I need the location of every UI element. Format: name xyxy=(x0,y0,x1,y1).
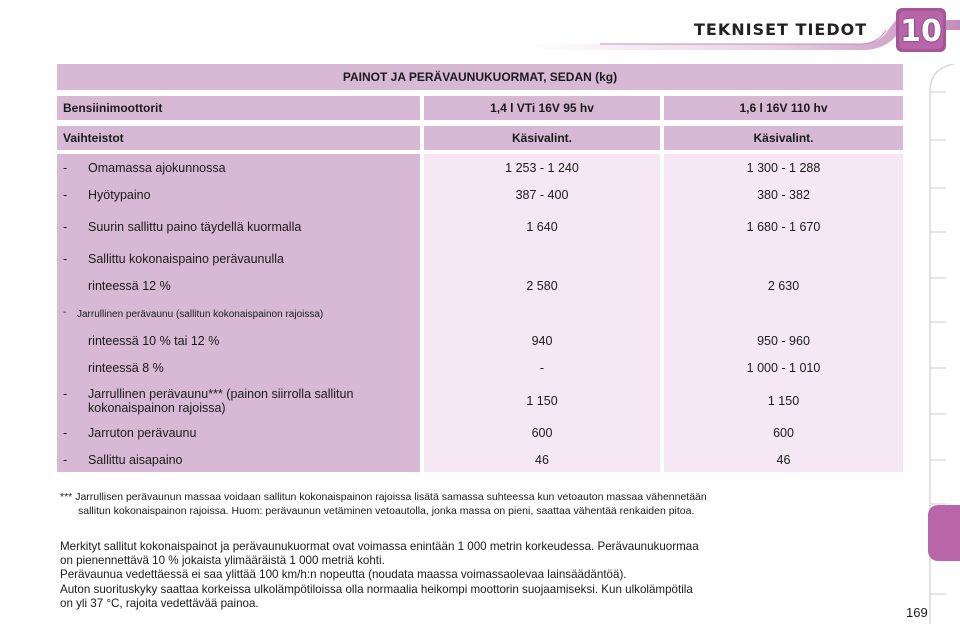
footnote-line-2: sallitun kokonaispainon rajoissa. Huom: perävaunun vetäminen vetoautolla, jonka massa on pieni, saattaa vähentää renkaiden pitoa. xyxy=(78,505,695,517)
row-value-2: 1 300 - 1 288 xyxy=(746,161,821,175)
row-label: Sallittu kokonaispaino perävaunulla xyxy=(88,252,284,266)
table-title: PAINOT JA PERÄVAUNUKUORMAT, SEDAN (kg) xyxy=(57,64,903,90)
row-bullet: - xyxy=(63,453,68,467)
page-number: 169 xyxy=(906,605,928,620)
chapter-number: 10 xyxy=(900,14,942,49)
row-value-2: 950 - 960 xyxy=(757,334,810,348)
row-value-1: 1 150 xyxy=(526,394,558,408)
engine-col3: 1,6 l 16V 110 hv xyxy=(664,96,903,120)
row-value-1: 46 xyxy=(535,453,549,467)
section-title: TEKNISET TIEDOT xyxy=(694,20,868,39)
row-value-2: 46 xyxy=(776,453,791,467)
row-label: Suurin sallittu paino täydellä kuormalla xyxy=(88,220,302,234)
gearbox-label: Vaihteistot xyxy=(57,126,420,150)
row-label: Jarruton perävaunu xyxy=(88,426,197,440)
engine-col2: 1,4 l VTi 16V 95 hv xyxy=(424,96,660,120)
chapter-badge xyxy=(896,10,946,56)
row-bullet: - xyxy=(63,220,68,234)
row-value-1: 600 xyxy=(531,426,553,440)
row-value-1: 940 xyxy=(531,334,553,348)
row-value-1: 2 580 xyxy=(526,279,558,293)
row-bullet: - xyxy=(63,307,67,318)
row-value-1: 1 253 - 1 240 xyxy=(505,161,579,175)
row-label: Hyötypaino xyxy=(88,188,151,202)
row-bullet: - xyxy=(63,161,68,175)
row-label: Jarrullinen perävaunu (sallitun kokonaispainon rajoissa) xyxy=(77,309,324,320)
paragraph-line: on pienennettävä 10 % jokaista ylimääräistä 1 000 metriä kohti. xyxy=(60,554,385,568)
row-value-2: 2 630 xyxy=(767,279,800,293)
row-bullet: - xyxy=(63,188,68,202)
row-bullet: - xyxy=(63,387,68,401)
notes-paragraph xyxy=(60,540,910,611)
row-label: rinteessä 8 % xyxy=(88,361,164,375)
row-value-2: 380 - 382 xyxy=(757,188,810,202)
gearbox-row xyxy=(57,126,903,150)
paragraph-line: Merkityt sallitut kokonaispainot ja perävaunukuormat ovat voimassa enintään 1 000 metrin korkeudessa. Perävaunukuormaa xyxy=(60,540,699,553)
row-value-2: 1 000 - 1 010 xyxy=(746,361,821,375)
row-value-2: 600 xyxy=(773,426,794,440)
table-title-row xyxy=(57,64,903,90)
row-label: Sallittu aisapaino xyxy=(88,453,183,467)
gearbox-col2: Käsivalint. xyxy=(424,126,660,150)
row-label: Omamassa ajokunnossa xyxy=(88,161,226,175)
footnote-line-1: Jarrullisen perävaunun massaa voidaan sallitun kokonaispainon rajoissa lisätä samassa suhteessa kun vetoauton massaa vähennetään xyxy=(75,491,707,503)
row-value-1: 387 - 400 xyxy=(515,188,569,202)
row-label-continuation: kokonaispainon rajoissa) xyxy=(88,401,226,415)
footnote xyxy=(60,490,910,518)
row-value-2: 1 150 xyxy=(767,394,800,408)
active-chapter-tab[interactable] xyxy=(928,505,960,561)
row-label: rinteessä 12 % xyxy=(88,279,171,293)
row-bullet: - xyxy=(63,252,68,266)
page-header xyxy=(0,0,960,58)
row-value-1: 1 640 xyxy=(526,220,558,234)
gearbox-col3: Käsivalint. xyxy=(664,126,903,150)
paragraph-line: Perävaunua vedettäessä ei saa ylittää 100 km/h:n nopeutta (noudata maassa voimassaolevaa lainsäädäntöä). xyxy=(60,568,627,582)
row-value-2: 1 680 - 1 670 xyxy=(746,220,821,234)
row-value-1: - xyxy=(539,361,545,375)
paragraph-line: on yli 37 °C, rajoita vedettävää painoa. xyxy=(60,596,259,610)
row-label: Jarrullinen perävaunu*** (painon siirrolla sallitun xyxy=(88,387,354,401)
engine-label: Bensiinimoottorit xyxy=(57,96,420,120)
row-bullet: - xyxy=(63,426,68,440)
footnote-mark: *** xyxy=(60,491,73,503)
paragraph-line: Auton suorituskyky saattaa korkeissa ulkolämpötiloissa olla normaalia heikompi moottorin suojaamiseksi. Kun ulkolämpötila xyxy=(60,582,693,596)
engine-row xyxy=(57,96,903,120)
row-label: rinteessä 10 % tai 12 % xyxy=(88,334,220,348)
